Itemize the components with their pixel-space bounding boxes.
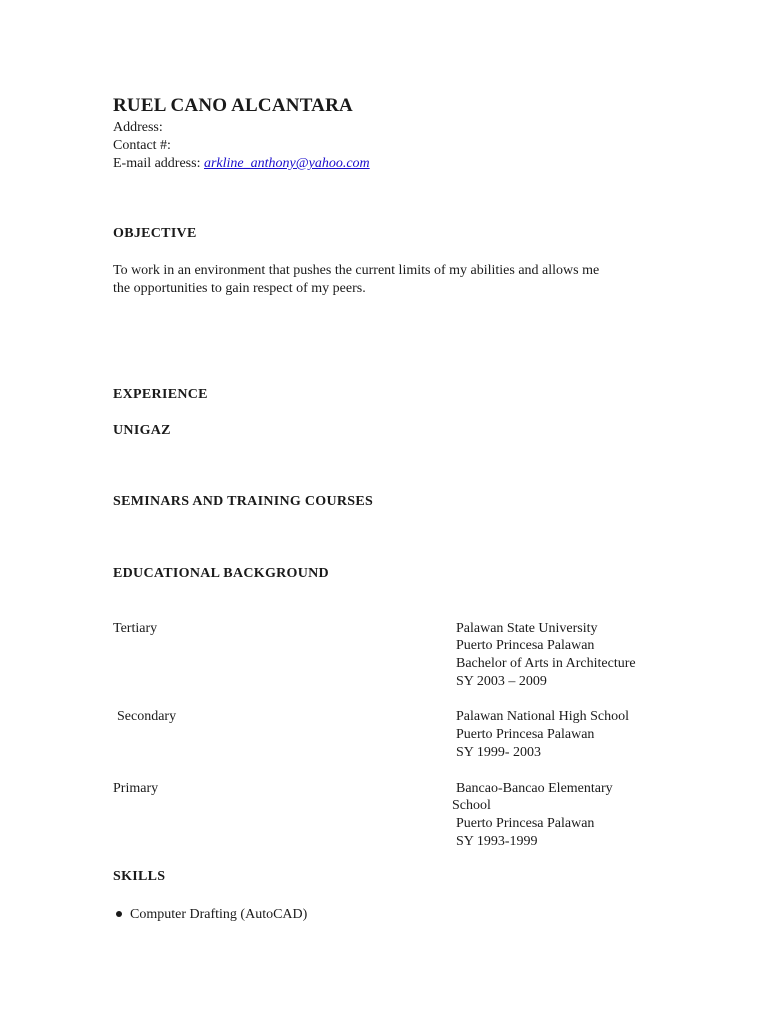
primary-years: SY 1993-1999 — [456, 834, 538, 849]
objective-text-line2: the opportunities to gain respect of my peers. — [113, 281, 366, 296]
objective-text-line1: To work in an environment that pushes the current limits of my abilities and allows me — [113, 263, 600, 278]
tertiary-school: Palawan State University — [456, 621, 598, 636]
email-row — [113, 155, 370, 173]
primary-label: Primary — [113, 781, 159, 796]
primary-school-line1: Bancao-Bancao Elementary — [456, 781, 613, 796]
email-link[interactable]: arkline_anthony@yahoo.com — [203, 156, 370, 171]
education-heading: EDUCATIONAL BACKGROUND — [113, 566, 329, 581]
address-label: Address: — [113, 120, 163, 135]
secondary-years: SY 1999- 2003 — [456, 745, 542, 760]
primary-school-line2: School — [452, 798, 491, 813]
tertiary-degree: Bachelor of Arts in Architecture — [456, 656, 636, 671]
contact-label: Contact #: — [113, 138, 171, 153]
tertiary-location: Puerto Princesa Palawan — [456, 638, 595, 653]
email-label: E-mail address: — [113, 156, 201, 171]
secondary-label: Secondary — [117, 709, 177, 724]
seminars-heading: SEMINARS AND TRAINING COURSES — [113, 494, 374, 509]
secondary-school: Palawan National High School — [456, 709, 630, 724]
experience-company: UNIGAZ — [113, 423, 171, 438]
skills-heading: SKILLS — [113, 869, 166, 884]
bullet-icon — [116, 911, 122, 917]
applicant-name: RUEL CANO ALCANTARA — [113, 95, 353, 116]
skills-list-item — [116, 906, 307, 924]
secondary-location: Puerto Princesa Palawan — [456, 727, 595, 742]
tertiary-label: Tertiary — [113, 621, 158, 636]
tertiary-years: SY 2003 – 2009 — [456, 674, 547, 689]
skill-text: Computer Drafting (AutoCAD) — [130, 907, 308, 922]
experience-heading: EXPERIENCE — [113, 387, 208, 402]
primary-location: Puerto Princesa Palawan — [456, 816, 595, 831]
objective-heading: OBJECTIVE — [113, 226, 197, 241]
